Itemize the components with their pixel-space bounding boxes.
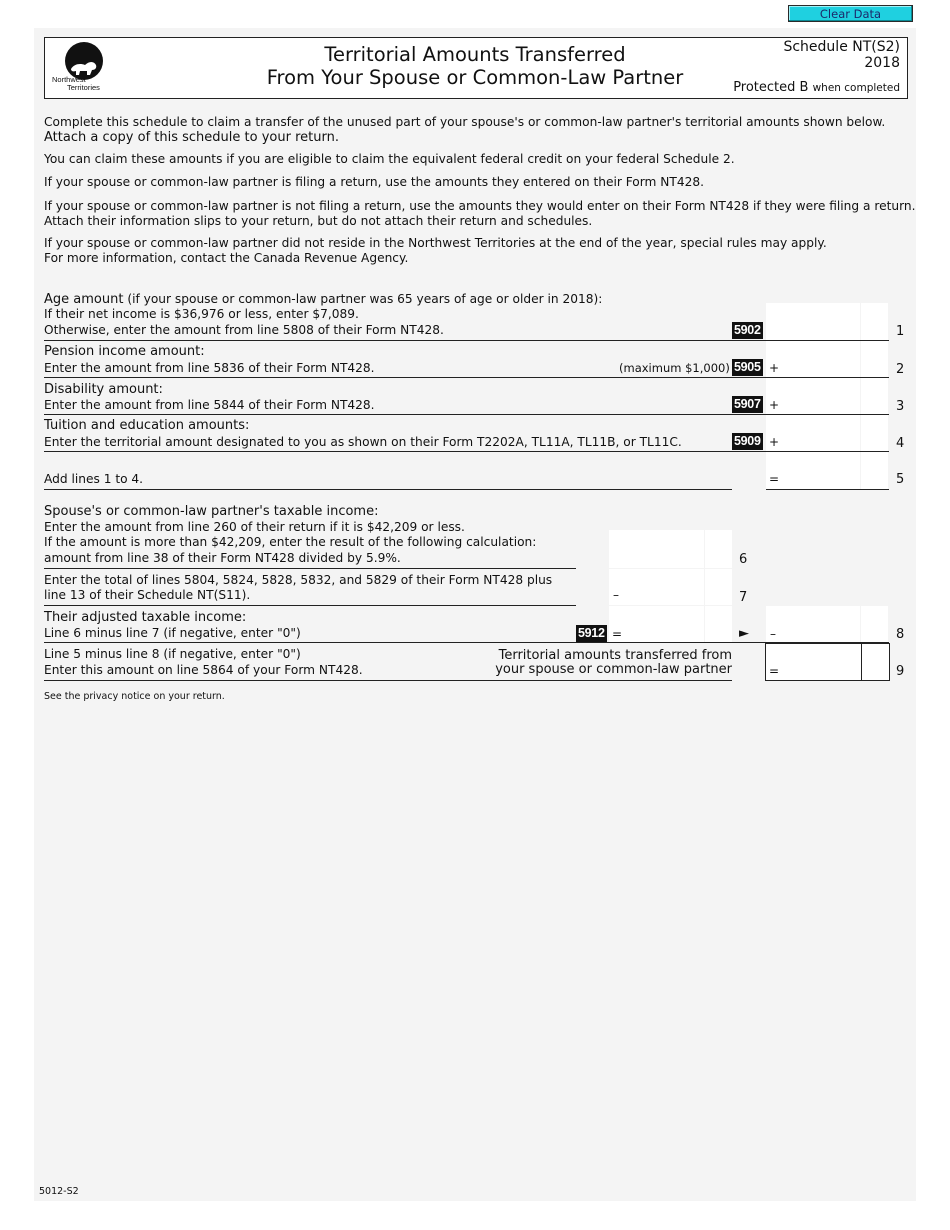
code-5907: 5907 — [734, 397, 761, 411]
line-7-text1: Enter the total of lines 5804, 5824, 5828, 5832, and 5829 of their Form NT428 plus — [44, 573, 553, 587]
line-number-4: 4 — [896, 436, 905, 451]
line-1-title — [44, 292, 602, 307]
line-7-cents-field[interactable] — [705, 569, 732, 605]
line-8-equals: = — [612, 627, 623, 641]
line-1-text1: If their net income is $36,976 or less, enter $7,089. — [44, 307, 359, 321]
line-5-cents-field[interactable] — [861, 452, 888, 489]
line-5-text: Add lines 1 to 4. — [44, 472, 144, 486]
line-5-amount-field[interactable] — [766, 452, 860, 489]
protected-b-text: Protected B — [733, 80, 809, 95]
intro-p4-line1: If your spouse or common-law partner is not filing a return, use the amounts they would enter on their Form NT428 if they were filing a return. — [44, 199, 916, 213]
schedule-year: 2018 — [864, 55, 900, 71]
line-1-text2: Otherwise, enter the amount from line 5808 of their Form NT428. — [44, 323, 444, 337]
intro-p5-line2: For more information, contact the Canada Revenue Agency. — [44, 251, 409, 265]
line-8-minus: – — [770, 627, 776, 641]
line-7-minus: – — [613, 588, 619, 602]
line-8-text: Line 6 minus line 7 (if negative, enter "0") — [44, 626, 301, 640]
code-5912: 5912 — [578, 626, 605, 640]
schedule-label: Schedule NT(S2) — [783, 39, 900, 55]
line-6-rule — [44, 568, 576, 569]
line-6-text1: Enter the amount from line 260 of their return if it is $42,209 or less. — [44, 520, 465, 534]
form-title-line1: Territorial Amounts Transferred — [324, 43, 626, 66]
intro-p4-line2: Attach their information slips to your return, but do not attach their return and schedules. — [44, 214, 593, 228]
intro-p2: You can claim these amounts if you are eligible to claim the equivalent federal credit on your federal Schedule 2. — [44, 152, 735, 166]
line-6-title: Spouse's or common-law partner's taxable income: — [44, 504, 379, 519]
intro-p3: If your spouse or common-law partner is filing a return, use the amounts they entered on their Form NT428. — [44, 175, 704, 189]
line-3-cents-field[interactable] — [861, 378, 888, 414]
line-9-text2: Enter this amount on line 5864 of your Form NT428. — [44, 663, 363, 677]
line-3-amount-field[interactable] — [766, 378, 860, 414]
line-8-taxable-income-field[interactable] — [609, 606, 704, 642]
line-number-7: 7 — [739, 590, 748, 605]
line-number-5: 5 — [896, 472, 905, 487]
line-7-amount-field[interactable] — [609, 569, 704, 605]
line-number-3: 3 — [896, 399, 905, 414]
logo-text-territories: Territories — [67, 83, 100, 92]
line-9-amount-field[interactable] — [765, 643, 861, 681]
line-6-amount-field[interactable] — [609, 530, 704, 568]
line-3-title: Disability amount: — [44, 382, 163, 397]
line-3-text: Enter the amount from line 5844 of their Form NT428. — [44, 398, 375, 412]
line-8-rule — [44, 642, 889, 643]
intro-p1-line2: Attach a copy of this schedule to your return. — [44, 130, 339, 145]
protected-b-label — [733, 80, 900, 95]
age-amount-note: (if your spouse or common-law partner was 65 years of age or older in 2018): — [127, 292, 603, 306]
line-2-rule — [44, 377, 889, 378]
line-4-text: Enter the territorial amount designated to you as shown on their Form T2202A, TL11A, TL11B, or TL11C. — [44, 435, 682, 449]
line-number-1: 1 — [896, 324, 905, 339]
line-6-text3: amount from line 38 of their Form NT428 divided by 5.9%. — [44, 551, 401, 565]
logo-text-northwest: Northwest — [52, 75, 86, 84]
code-5905: 5905 — [734, 360, 761, 374]
age-amount-heading: Age amount — [44, 292, 124, 307]
line-2-amount-field[interactable] — [766, 341, 860, 377]
line-2-maximum: (maximum $1,000) — [619, 361, 730, 375]
line-6-cents-field[interactable] — [705, 530, 732, 568]
line-9-label1: Territorial amounts transferred from — [498, 648, 732, 663]
line-4-cents-field[interactable] — [861, 415, 888, 451]
line-5-rule-left — [44, 489, 732, 490]
code-5902: 5902 — [734, 323, 761, 337]
code-5909: 5909 — [734, 434, 761, 448]
line-4-plus: + — [769, 435, 780, 449]
line-9-rule — [44, 680, 732, 681]
line-8-amount-field[interactable] — [766, 606, 860, 642]
line-number-2: 2 — [896, 362, 905, 377]
line-number-8: 8 — [896, 627, 905, 642]
line-9-text1: Line 5 minus line 8 (if negative, enter "0") — [44, 647, 301, 661]
line-6-text2: If the amount is more than $42,209, enter the result of the following calculation: — [44, 535, 537, 549]
line-9-label2: your spouse or common-law partner — [495, 662, 732, 677]
intro-p5-line1: If your spouse or common-law partner did not reside in the Northwest Territories at the end of the year, special rules may apply. — [44, 236, 827, 250]
line-8-title: Their adjusted taxable income: — [44, 610, 247, 625]
line-4-rule — [44, 451, 889, 452]
line-2-cents-field[interactable] — [861, 341, 888, 377]
line-2-plus: + — [769, 361, 780, 375]
line-8-cents-field[interactable] — [861, 606, 888, 642]
line-1-cents-field[interactable] — [861, 303, 888, 340]
line-9-cents-field[interactable] — [861, 643, 890, 681]
line-2-text: Enter the amount from line 5836 of their Form NT428. — [44, 361, 375, 375]
line-9-equals: = — [769, 664, 780, 678]
when-completed-text: when completed — [812, 82, 900, 94]
line-4-title: Tuition and education amounts: — [44, 418, 250, 433]
line-2-title: Pension income amount: — [44, 344, 205, 359]
line-4-amount-field[interactable] — [766, 415, 860, 451]
line-3-rule — [44, 414, 889, 415]
line-5-rule-right — [766, 489, 889, 490]
line-number-6: 6 — [739, 552, 748, 567]
privacy-notice: See the privacy notice on your return. — [44, 691, 225, 702]
line-3-plus: + — [769, 398, 780, 412]
form-id: 5012-S2 — [39, 1186, 79, 1197]
line-1-amount-field[interactable] — [766, 303, 860, 340]
intro-p1-line1: Complete this schedule to claim a transfer of the unused part of your spouse's or common-law partner's territorial amounts shown below. — [44, 115, 886, 129]
line-7-rule — [44, 605, 576, 606]
line-8-taxable-income-cents-field[interactable] — [705, 606, 732, 642]
clear-data-button[interactable]: Clear Data — [788, 5, 913, 22]
line-number-9: 9 — [896, 664, 905, 679]
line-1-rule — [44, 340, 889, 341]
line-5-equals: = — [769, 472, 780, 486]
line-7-text2: line 13 of their Schedule NT(S11). — [44, 588, 251, 602]
line-8-arrow-icon: ► — [739, 626, 749, 641]
form-title-line2: From Your Spouse or Common-Law Partner — [266, 66, 684, 89]
